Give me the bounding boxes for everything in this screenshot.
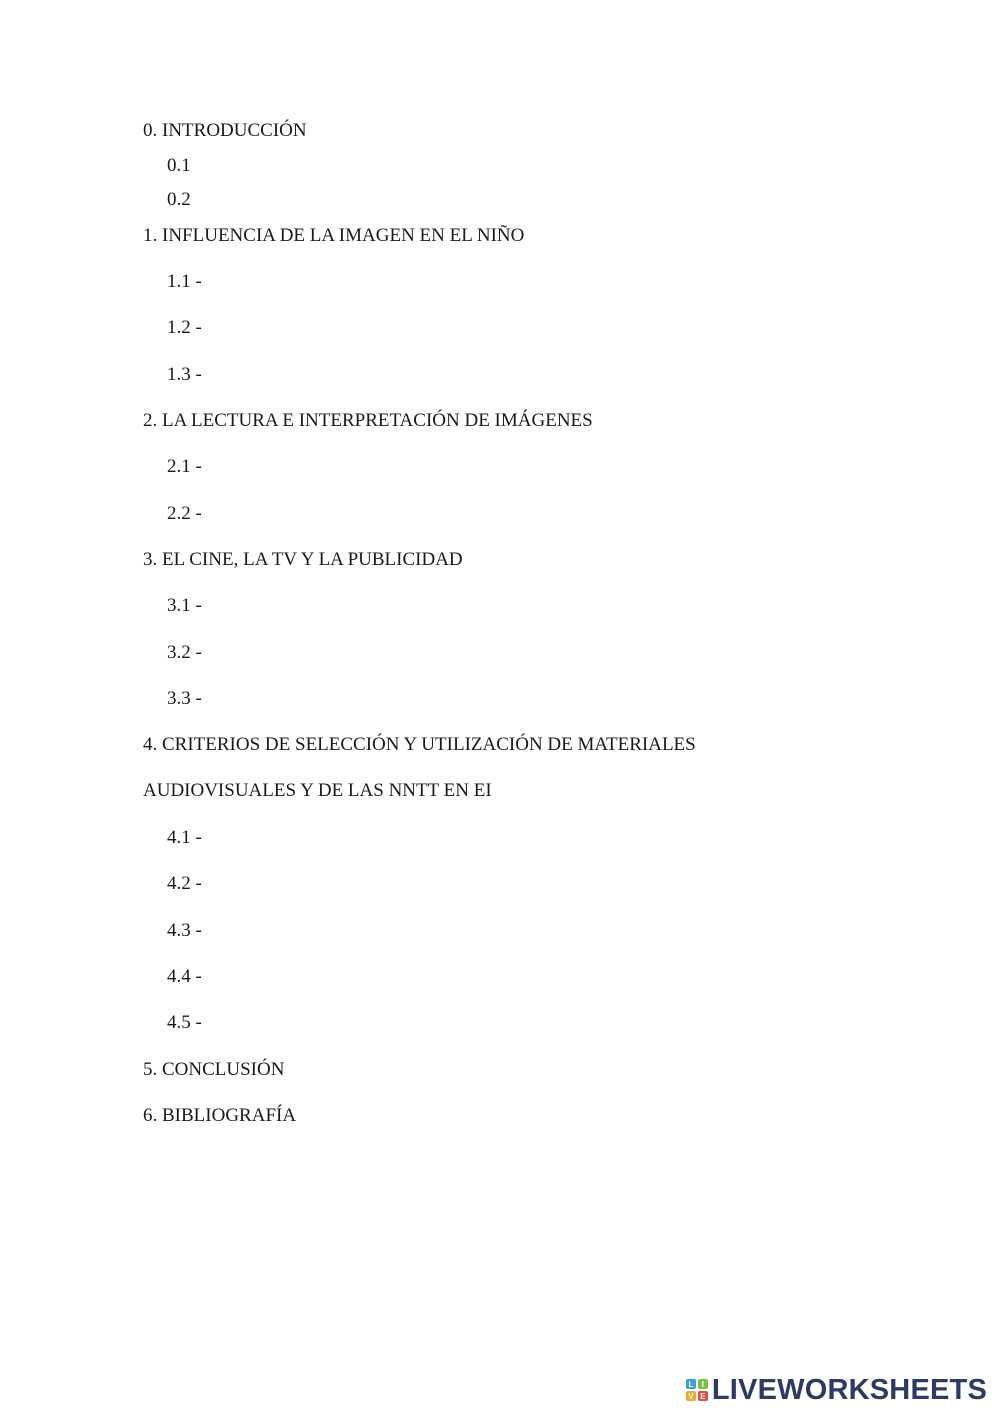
toc-item-3-1: 3.1 - (167, 595, 202, 616)
toc-item-0-2: 0.2 (167, 189, 191, 210)
toc-item-3-3: 3.3 - (167, 688, 202, 709)
toc-item-4-5: 4.5 - (167, 1012, 202, 1033)
toc-item-4-1: 4.1 - (167, 827, 202, 848)
toc-heading-4: 4. CRITERIOS DE SELECCIÓN Y UTILIZACIÓN DE MATERIALES (143, 734, 696, 755)
liveworksheets-brand[interactable] (686, 1374, 987, 1406)
toc-heading-1: 1. INFLUENCIA DE LA IMAGEN EN EL NIÑO (143, 225, 525, 246)
toc-item-4-2: 4.2 - (167, 873, 202, 894)
logo-letter-v: V (686, 1391, 696, 1401)
logo-letter-e: E (698, 1391, 708, 1401)
liveworksheets-logo-icon (686, 1379, 708, 1401)
toc-item-1-3: 1.3 - (167, 364, 202, 385)
toc-item-2-1: 2.1 - (167, 456, 202, 477)
toc-item-4-4: 4.4 - (167, 966, 202, 987)
liveworksheets-wordmark: LIVEWORKSHEETS (711, 1373, 987, 1406)
toc-heading-5: 5. CONCLUSIÓN (143, 1059, 285, 1080)
toc-item-1-1: 1.1 - (167, 271, 202, 292)
toc-item-3-2: 3.2 - (167, 642, 202, 663)
toc-heading-2: 2. LA LECTURA E INTERPRETACIÓN DE IMÁGENES (143, 410, 593, 431)
toc-heading-0: 0. INTRODUCCIÓN (143, 120, 307, 141)
toc-heading-3: 3. EL CINE, LA TV Y LA PUBLICIDAD (143, 549, 463, 570)
toc-item-0-1: 0.1 (167, 155, 191, 176)
logo-letter-i: I (698, 1379, 708, 1389)
logo-letter-l: L (686, 1379, 696, 1389)
toc-item-1-2: 1.2 - (167, 317, 202, 338)
toc-item-2-2: 2.2 - (167, 503, 202, 524)
toc-item-4-3: 4.3 - (167, 920, 202, 941)
toc-heading-4-continued: AUDIOVISUALES Y DE LAS NNTT EN EI (143, 780, 492, 801)
toc-heading-6: 6. BIBLIOGRAFÍA (143, 1105, 297, 1126)
